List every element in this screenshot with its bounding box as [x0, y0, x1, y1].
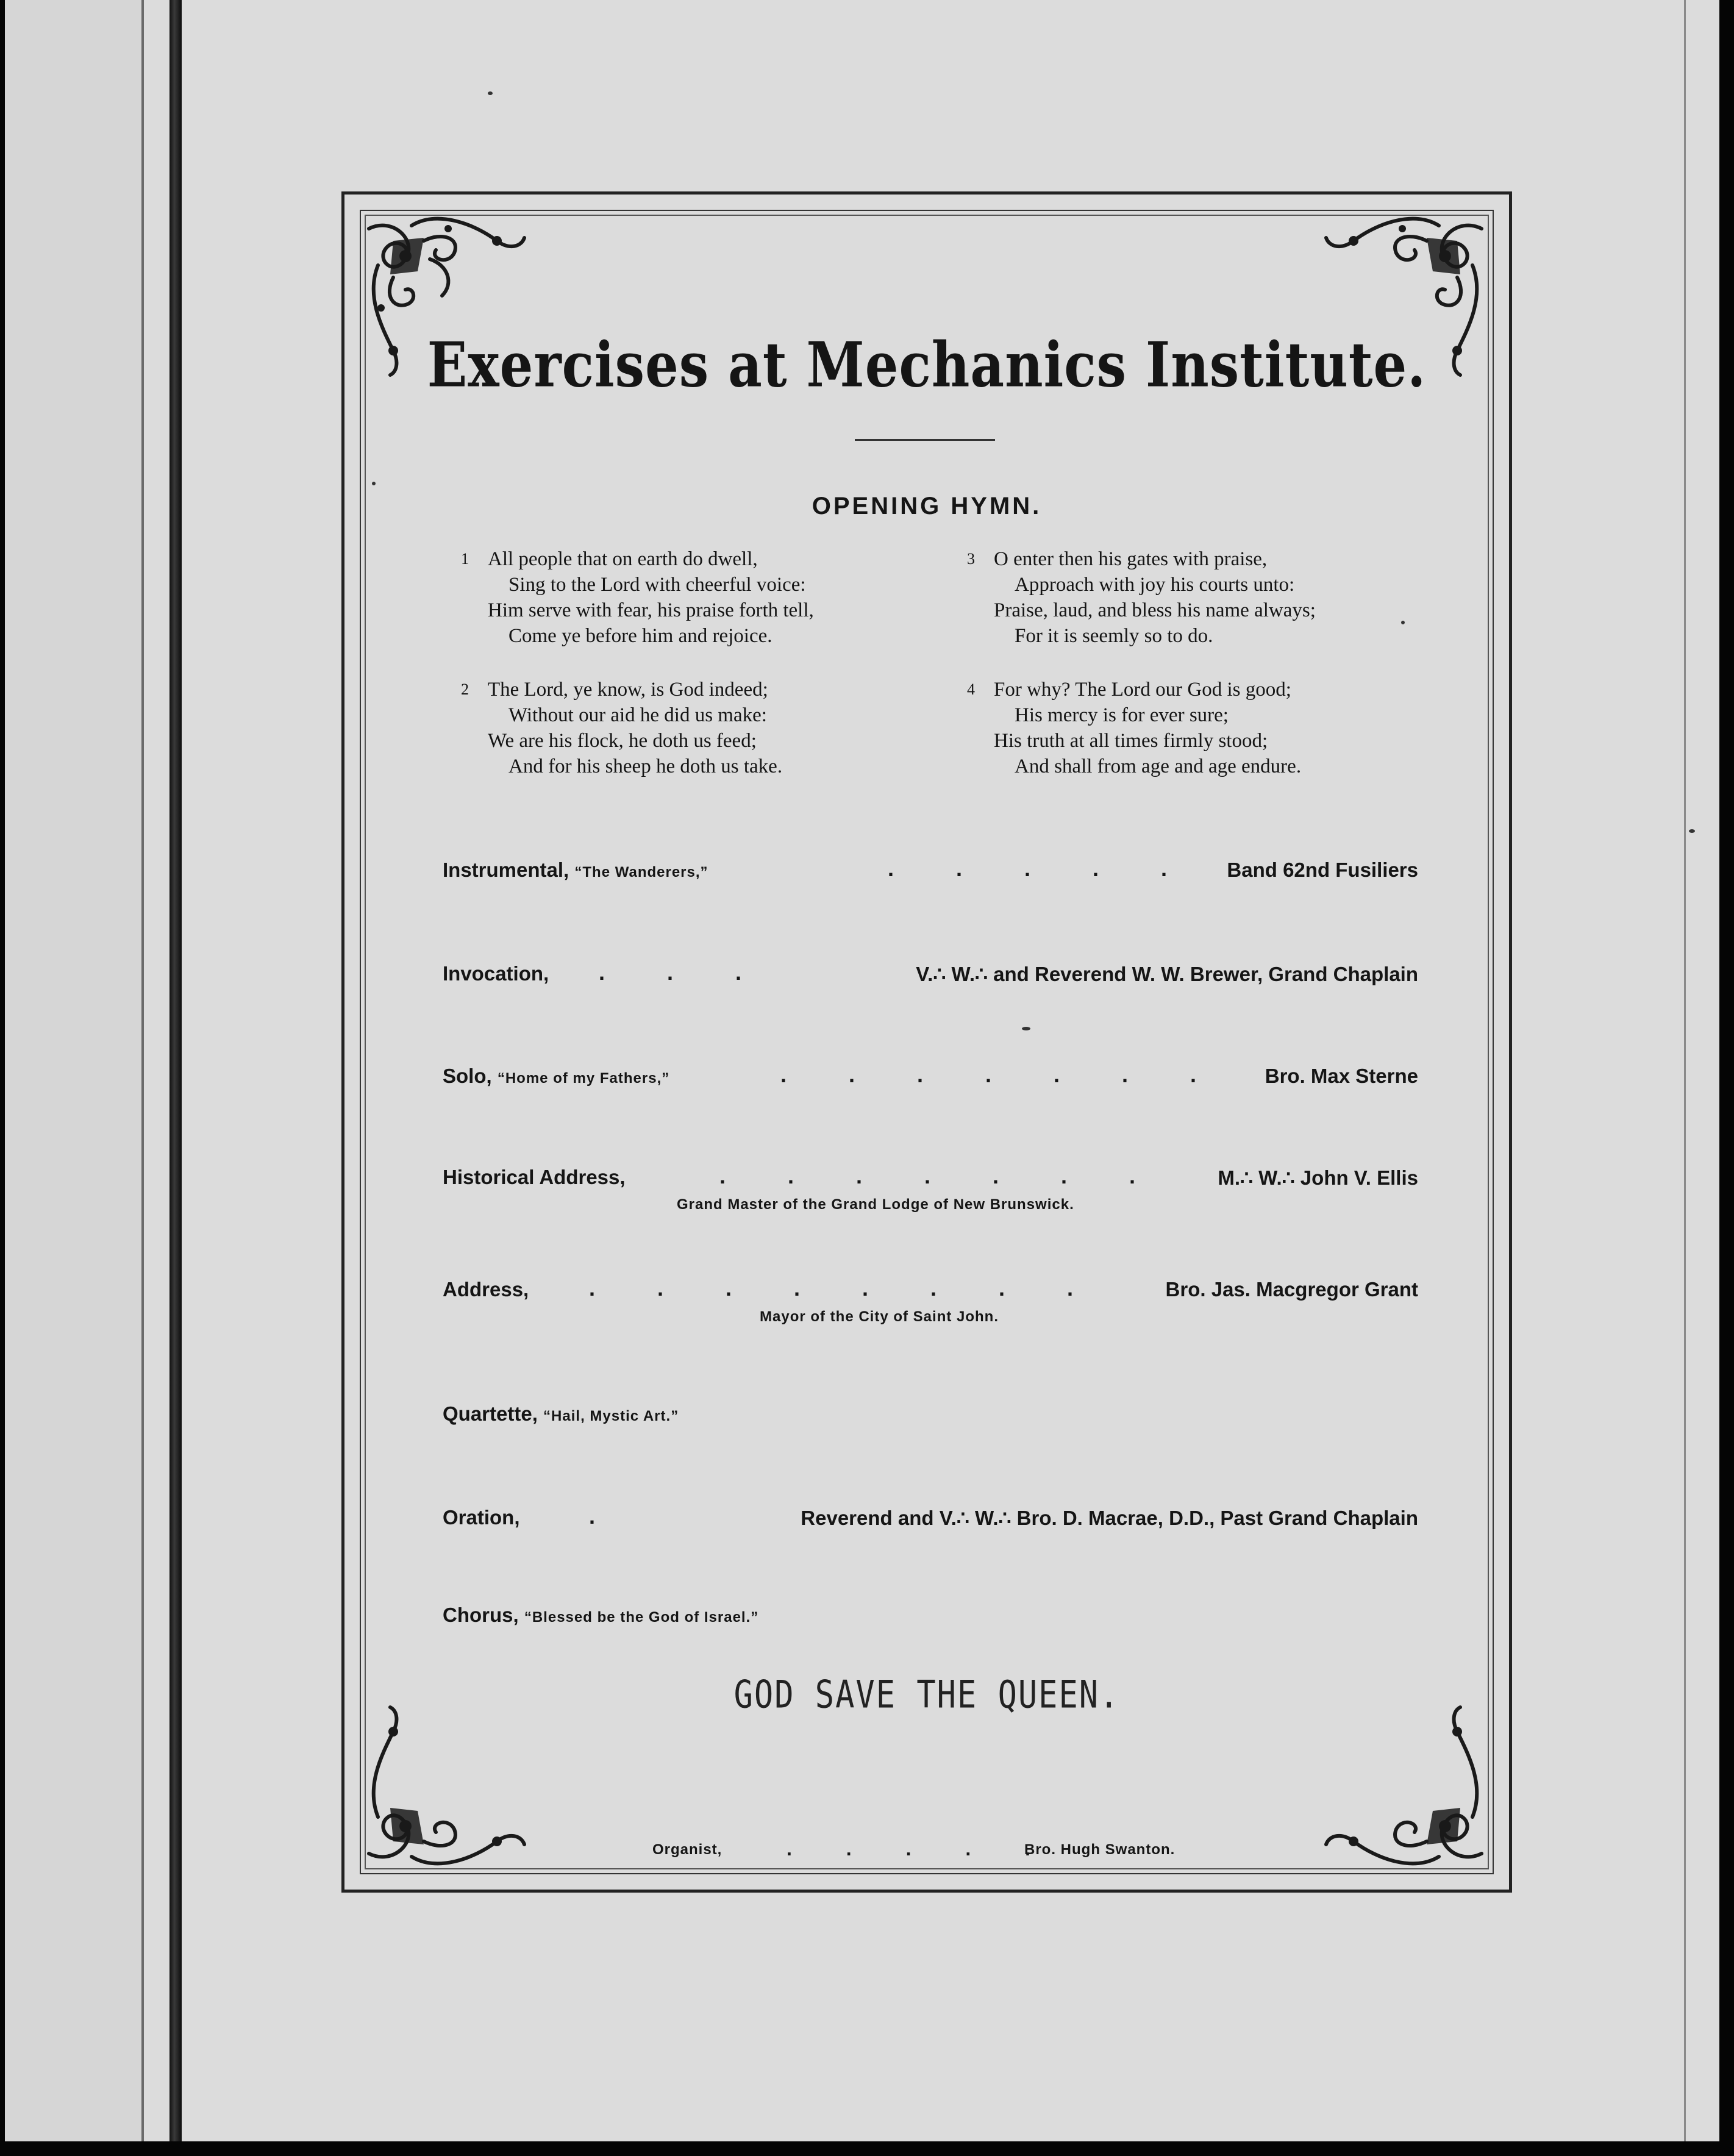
page-gutter [169, 0, 182, 2156]
program-item-note: Mayor of the City of Saint John. [760, 1308, 999, 1325]
stanza-line: We are his flock, he doth us feed; [488, 730, 757, 752]
hymn-stanza [967, 677, 1302, 779]
title-divider [855, 439, 995, 441]
organist-role: Organist, [652, 1841, 722, 1858]
program-item-performer: Bro. Jas. Macgregor Grant [1165, 1278, 1418, 1301]
program-item-quartette [443, 1402, 1418, 1439]
page-gutter-line [141, 0, 144, 2156]
scan-speck [1401, 621, 1405, 624]
stanza-line: His truth at all times firmly stood; [994, 730, 1268, 752]
stanza-line: His mercy is for ever sure; [1015, 704, 1229, 726]
stanza-number: 4 [967, 680, 975, 698]
stanza-line: All people that on earth do dwell, [488, 548, 758, 570]
stanza-number: 2 [461, 680, 469, 698]
program-item-note: Grand Master of the Grand Lodge of New Brunswick. [677, 1196, 1074, 1213]
stanza-number: 1 [461, 550, 469, 568]
program-item-performer: Band 62nd Fusiliers [1227, 858, 1418, 881]
program-item-subtitle: “Blessed be the God of Israel.” [524, 1609, 759, 1626]
stanza-line: Sing to the Lord with cheerful voice: [508, 574, 806, 596]
program-item-chorus [443, 1604, 1418, 1640]
stanza-line: For why? The Lord our God is good; [994, 679, 1291, 701]
program-item-label: Chorus, “Blessed be the God of Israel.” [443, 1604, 759, 1626]
program-item-performer: M.∴ W.∴ John V. Ellis [1218, 1166, 1418, 1189]
page-right-edge-line [1684, 0, 1686, 2156]
scan-speck [372, 482, 376, 485]
stanza-line: And for his sheep he doth us take. [508, 755, 783, 777]
corner-ornament-icon [1317, 1701, 1494, 1878]
program-item-performer: V.∴ W.∴ and Reverend W. W. Brewer, Grand Chaplain [916, 963, 1418, 985]
program-item-oration [443, 1506, 1418, 1543]
anthem-line: GOD SAVE THE QUEEN. [733, 1673, 1120, 1717]
scan-border-left [0, 0, 5, 2156]
scan-speck [1689, 829, 1695, 833]
program-item-label: Address, [443, 1278, 529, 1301]
scan-border-bottom [0, 2141, 1734, 2156]
hymn-stanza [461, 546, 814, 649]
program-item-instrumental [443, 858, 1418, 895]
leader-dots: . . . [599, 960, 770, 985]
stanza-line: For it is seemly so to do. [1015, 625, 1213, 647]
program-item-address [443, 1276, 1418, 1325]
program-item-performer: Bro. Max Sterne [1265, 1065, 1418, 1087]
program-item-invocation [443, 962, 1418, 999]
organist-name: Bro. Hugh Swanton. [1024, 1841, 1176, 1858]
leader-dots: . . . . . . . . [589, 1276, 1102, 1301]
program-item-historical-address [443, 1163, 1418, 1213]
stanza-line: O enter then his gates with praise, [994, 548, 1268, 570]
organist-credit [652, 1838, 1262, 1866]
leader-dots: . . . . . [787, 1838, 1055, 1860]
stanza-line: Without our aid he did us make: [508, 704, 767, 726]
program-item-solo [443, 1062, 1418, 1101]
program-item-label: Instrumental, “The Wanderers,” [443, 858, 708, 881]
hymn-stanza [461, 677, 783, 779]
hymn-heading: OPENING HYMN. [812, 493, 1042, 519]
leader-dots: . . . . . . . [719, 1163, 1164, 1188]
stanza-line: And shall from age and age endure. [1015, 755, 1302, 777]
program-item-subtitle: “The Wanderers,” [574, 864, 708, 880]
scan-speck [1022, 1027, 1030, 1030]
scan-speck [488, 91, 493, 95]
program-item-label: Quartette, “Hail, Mystic Art.” [443, 1402, 679, 1425]
facing-page-edge [5, 0, 141, 2141]
scan-border-right [1719, 0, 1734, 2156]
stanza-line: The Lord, ye know, is God indeed; [488, 679, 768, 701]
program-item-label: Oration, [443, 1506, 520, 1529]
program-item-label: Solo, “Home of my Fathers,” [443, 1065, 670, 1087]
corner-ornament-icon [357, 1701, 533, 1878]
stanza-number: 3 [967, 550, 975, 568]
stanza-line: Come ye before him and rejoice. [508, 625, 772, 647]
program-item-subtitle: “Home of my Fathers,” [497, 1070, 670, 1087]
program-item-subtitle: “Hail, Mystic Art.” [543, 1408, 679, 1424]
stanza-line: Him serve with fear, his praise forth tell, [488, 599, 814, 621]
page-title: Exercises at Mechanics Institute. [427, 328, 1427, 402]
leader-dots: . [589, 1504, 624, 1529]
program-item-performer: Reverend and V.∴ W.∴ Bro. D. Macrae, D.D., Past Grand Chaplain [801, 1507, 1418, 1529]
leader-dots: . . . . . . . [780, 1062, 1225, 1087]
stanza-line: Approach with joy his courts unto: [1015, 574, 1295, 596]
program-item-label: Historical Address, [443, 1166, 626, 1188]
program-item-label: Invocation, [443, 962, 549, 985]
stanza-line: Praise, laud, and bless his name always; [994, 599, 1316, 621]
hymn-stanza [967, 546, 1316, 649]
leader-dots: . . . . . [888, 856, 1196, 881]
